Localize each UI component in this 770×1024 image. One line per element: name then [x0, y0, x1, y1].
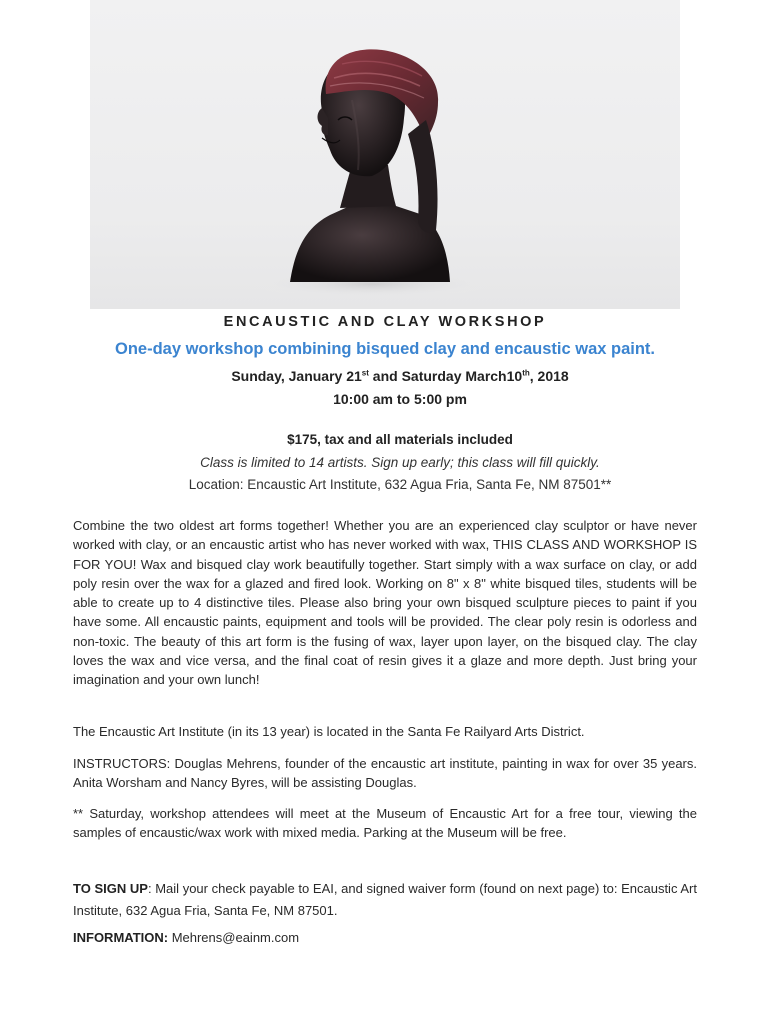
information-label: INFORMATION: [73, 930, 169, 945]
dates-part-1: Sunday, January 21 [231, 368, 362, 384]
institute-paragraph: The Encaustic Art Institute (in its 13 year) is located in the Santa Fe Railyard Arts District. [73, 724, 585, 739]
instructors-paragraph: INSTRUCTORS: Douglas Mehrens, founder of the encaustic art institute, painting in wax for over 35 years. Anita Worsham and Nancy Byres, will be assisting Douglas. [73, 756, 697, 791]
information-email: Mehrens@eainm.com [168, 930, 300, 945]
class-limit-note: Class is limited to 14 artists. Sign up early; this class will fill quickly. [200, 455, 600, 470]
workshop-dates [0, 368, 770, 384]
workshop-subtitle: One-day workshop combining bisqued clay and encaustic wax paint. [114, 340, 656, 358]
signup-paragraph [73, 878, 697, 921]
description-paragraph: Combine the two oldest art forms together! Whether you are an experienced clay sculptor or have never worked with clay, or an encaustic artist who has never worked with wax, THIS CLASS AND WORKSHOP IS FOR YOU! Wax and bisqued clay work beautifully together. Start simply with a wax surface on clay, or add poly resin over the wax for a glazed and fired look. Working on 8" x 8" white bisqued tiles, students will be able to create up to 4 distinctive tiles. Please also bring your own bisqued sculpture pieces to paint if you have some. All encaustic paints, equipment and tools will be provided. The clear poly resin is odorless and non-toxic. The beauty of this art form is the fusing of wax, layer upon layer, on the bisqued clay. The clay loves the wax and vice versa, and the final coat of resin gives it a glaze and more depth. Just bring your imagination and your own lunch! [73, 518, 697, 688]
dates-part-3: , 2018 [529, 368, 569, 384]
signup-label: TO SIGN UP [73, 881, 148, 896]
sculpture-bust-illustration [90, 0, 680, 309]
location-line: Location: Encaustic Art Institute, 632 Agua Fria, Santa Fe, NM 87501** [188, 477, 612, 492]
saturday-tour-paragraph: ** Saturday, workshop attendees will meet at the Museum of Encaustic Art for a free tour, viewing the samples of encaustic/wax work with mixed media. Parking at the Museum will be free. [73, 806, 697, 841]
dates-superscript-1: st [361, 368, 369, 378]
price-line: $175, tax and all materials included [287, 432, 513, 447]
workshop-hours: 10:00 am to 5:00 pm [333, 391, 467, 407]
dates-superscript-2: th [522, 368, 530, 378]
information-paragraph [73, 928, 697, 947]
sculpture-photo [90, 0, 680, 309]
dates-part-2: and Saturday March10 [368, 368, 523, 384]
workshop-title: ENCAUSTIC AND CLAY WORKSHOP [223, 314, 547, 330]
signup-text: : Mail your check payable to EAI, and signed waiver form (found on next page) to: Encaustic Art Institute, 632 Agua Fria, Santa Fe, NM 87501. [73, 881, 697, 918]
